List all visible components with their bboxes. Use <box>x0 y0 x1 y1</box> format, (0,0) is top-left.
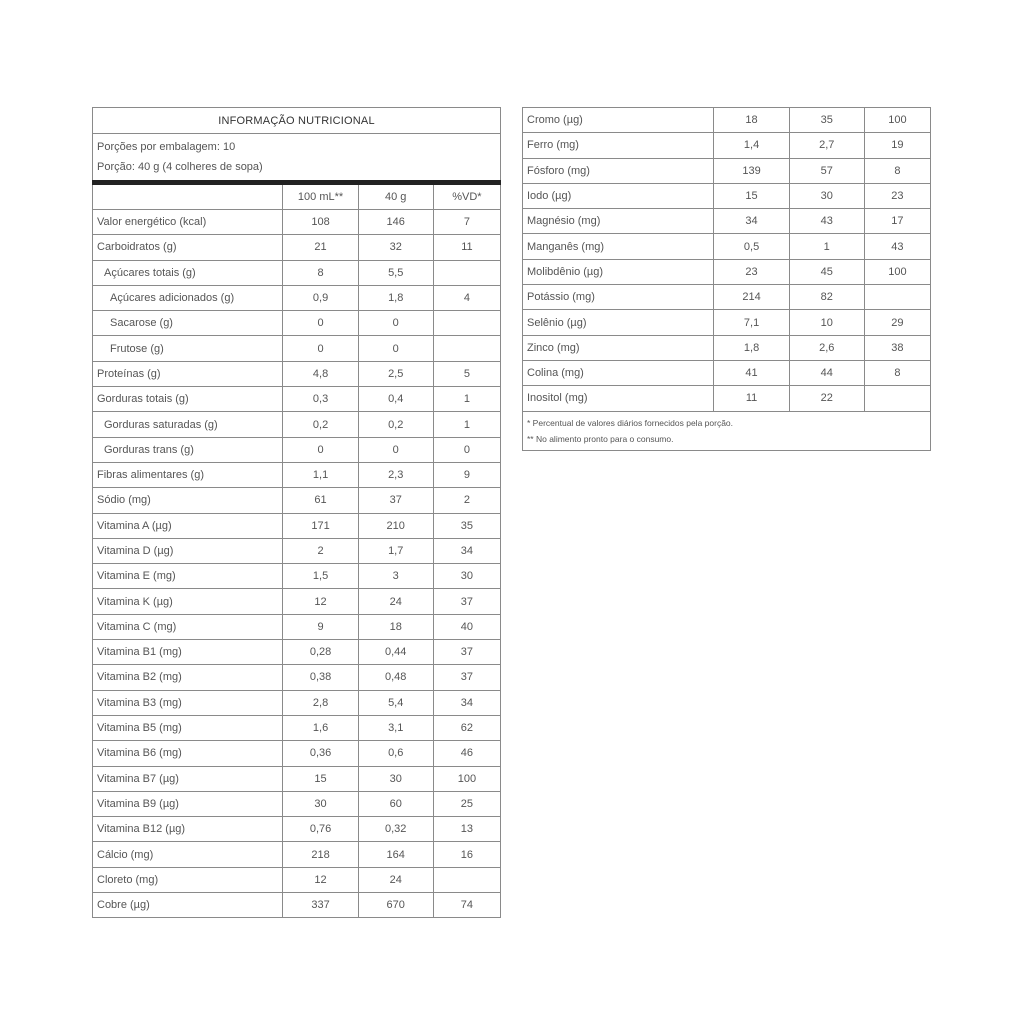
nutrient-name: Iodo (µg) <box>523 183 714 208</box>
nutrient-name: Vitamina B12 (µg) <box>93 817 283 842</box>
value-100ml: 11 <box>714 386 789 411</box>
value-vd: 19 <box>864 133 930 158</box>
nutrient-name: Vitamina B6 (mg) <box>93 741 283 766</box>
value-100ml: 108 <box>283 210 358 235</box>
value-vd: 1 <box>433 387 500 412</box>
value-40g: 2,3 <box>358 462 433 487</box>
value-100ml: 4,8 <box>283 361 358 386</box>
value-40g: 2,5 <box>358 361 433 386</box>
nutrient-name: Açúcares adicionados (g) <box>93 285 283 310</box>
table-row <box>523 209 931 234</box>
value-vd: 0 <box>433 437 500 462</box>
value-vd: 4 <box>433 285 500 310</box>
table-row <box>93 564 501 589</box>
value-vd: 9 <box>433 462 500 487</box>
nutrient-name: Gorduras totais (g) <box>93 387 283 412</box>
value-100ml: 23 <box>714 259 789 284</box>
value-40g: 5,4 <box>358 690 433 715</box>
nutrient-name: Vitamina B5 (mg) <box>93 715 283 740</box>
table-row <box>93 235 501 260</box>
value-40g: 1 <box>789 234 864 259</box>
value-40g: 0,6 <box>358 741 433 766</box>
value-vd <box>433 867 500 892</box>
table-row <box>93 361 501 386</box>
value-100ml: 0 <box>283 311 358 336</box>
value-vd: 100 <box>433 766 500 791</box>
value-100ml: 0,38 <box>283 665 358 690</box>
nutrient-name: Magnésio (mg) <box>523 209 714 234</box>
value-vd: 38 <box>864 335 930 360</box>
value-40g: 3,1 <box>358 715 433 740</box>
servings-per-package: Porções por embalagem: 10 <box>97 141 236 153</box>
value-40g: 0,4 <box>358 387 433 412</box>
header-vd: %VD* <box>433 183 500 210</box>
value-vd: 37 <box>433 665 500 690</box>
table-row <box>523 259 931 284</box>
value-100ml: 0,2 <box>283 412 358 437</box>
value-40g: 10 <box>789 310 864 335</box>
value-100ml: 1,1 <box>283 462 358 487</box>
nutrient-name: Cálcio (mg) <box>93 842 283 867</box>
value-vd: 8 <box>864 360 930 385</box>
value-40g: 2,7 <box>789 133 864 158</box>
value-100ml: 8 <box>283 260 358 285</box>
value-100ml: 30 <box>283 791 358 816</box>
nutrient-name: Vitamina B2 (mg) <box>93 665 283 690</box>
table-row <box>93 640 501 665</box>
value-40g: 670 <box>358 893 433 918</box>
nutrient-name: Zinco (mg) <box>523 335 714 360</box>
value-40g: 32 <box>358 235 433 260</box>
value-40g: 24 <box>358 867 433 892</box>
value-40g: 146 <box>358 210 433 235</box>
value-vd: 34 <box>433 538 500 563</box>
value-vd: 16 <box>433 842 500 867</box>
value-vd: 74 <box>433 893 500 918</box>
value-100ml: 0,9 <box>283 285 358 310</box>
value-vd: 7 <box>433 210 500 235</box>
value-vd <box>864 285 930 310</box>
nutrient-name: Vitamina D (µg) <box>93 538 283 563</box>
value-vd: 100 <box>864 108 930 133</box>
nutrient-name: Selênio (µg) <box>523 310 714 335</box>
value-100ml: 18 <box>714 108 789 133</box>
value-100ml: 21 <box>283 235 358 260</box>
nutrient-name: Gorduras trans (g) <box>93 437 283 462</box>
nutrient-name: Vitamina K (µg) <box>93 589 283 614</box>
footnote-vd: * Percentual de valores diários fornecidos pela porção. <box>527 417 734 428</box>
table-row <box>93 538 501 563</box>
nutrient-name: Fósforo (mg) <box>523 158 714 183</box>
value-40g: 0,48 <box>358 665 433 690</box>
value-100ml: 1,5 <box>283 564 358 589</box>
nutrient-name: Sódio (mg) <box>93 488 283 513</box>
value-40g: 164 <box>358 842 433 867</box>
value-100ml: 337 <box>283 893 358 918</box>
nutrition-table-right <box>522 107 931 451</box>
table-row <box>523 335 931 360</box>
table-row <box>93 412 501 437</box>
nutrient-name: Cloreto (mg) <box>93 867 283 892</box>
nutrient-name: Molibdênio (µg) <box>523 259 714 284</box>
value-40g: 44 <box>789 360 864 385</box>
nutrient-name: Vitamina B3 (mg) <box>93 690 283 715</box>
nutrient-name: Vitamina C (mg) <box>93 614 283 639</box>
value-40g: 43 <box>789 209 864 234</box>
serving-info <box>93 134 501 183</box>
table-row <box>93 614 501 639</box>
table-row <box>93 210 501 235</box>
nutrient-name: Vitamina B1 (mg) <box>93 640 283 665</box>
value-40g: 30 <box>789 183 864 208</box>
value-vd: 29 <box>864 310 930 335</box>
table-row <box>93 437 501 462</box>
value-40g: 18 <box>358 614 433 639</box>
value-vd: 2 <box>433 488 500 513</box>
nutrient-name: Ferro (mg) <box>523 133 714 158</box>
header-100ml: 100 mL** <box>283 183 358 210</box>
nutrient-name: Inositol (mg) <box>523 386 714 411</box>
value-100ml: 61 <box>283 488 358 513</box>
value-vd: 23 <box>864 183 930 208</box>
value-vd: 43 <box>864 234 930 259</box>
value-vd: 35 <box>433 513 500 538</box>
value-100ml: 12 <box>283 589 358 614</box>
value-100ml: 0,28 <box>283 640 358 665</box>
nutrient-name: Carboidratos (g) <box>93 235 283 260</box>
nutrient-name: Cobre (µg) <box>93 893 283 918</box>
value-100ml: 139 <box>714 158 789 183</box>
nutrient-name: Vitamina E (mg) <box>93 564 283 589</box>
nutrient-name: Cromo (µg) <box>523 108 714 133</box>
nutrient-name: Proteínas (g) <box>93 361 283 386</box>
value-40g: 0,32 <box>358 817 433 842</box>
value-vd: 40 <box>433 614 500 639</box>
table-row <box>523 310 931 335</box>
value-100ml: 171 <box>283 513 358 538</box>
value-vd <box>433 311 500 336</box>
value-100ml: 214 <box>714 285 789 310</box>
value-100ml: 218 <box>283 842 358 867</box>
value-40g: 0 <box>358 336 433 361</box>
value-40g: 82 <box>789 285 864 310</box>
value-100ml: 0 <box>283 437 358 462</box>
value-100ml: 0,5 <box>714 234 789 259</box>
value-vd <box>433 336 500 361</box>
nutrient-name: Valor energético (kcal) <box>93 210 283 235</box>
table-row <box>93 311 501 336</box>
value-vd: 13 <box>433 817 500 842</box>
value-40g: 1,8 <box>358 285 433 310</box>
value-vd: 25 <box>433 791 500 816</box>
table-row <box>93 766 501 791</box>
value-vd: 17 <box>864 209 930 234</box>
value-vd: 1 <box>433 412 500 437</box>
table-row <box>93 260 501 285</box>
table-row <box>523 234 931 259</box>
value-vd: 46 <box>433 741 500 766</box>
value-40g: 5,5 <box>358 260 433 285</box>
value-40g: 0 <box>358 311 433 336</box>
table-row <box>523 285 931 310</box>
table-row <box>93 817 501 842</box>
table-row <box>93 387 501 412</box>
value-40g: 2,6 <box>789 335 864 360</box>
value-40g: 45 <box>789 259 864 284</box>
value-100ml: 1,6 <box>283 715 358 740</box>
nutrient-name: Vitamina B7 (µg) <box>93 766 283 791</box>
table-row <box>93 791 501 816</box>
nutrient-name: Potássio (mg) <box>523 285 714 310</box>
table-row <box>523 133 931 158</box>
table-row <box>523 108 931 133</box>
value-40g: 0 <box>358 437 433 462</box>
value-vd: 100 <box>864 259 930 284</box>
table-title: INFORMAÇÃO NUTRICIONAL <box>93 108 501 134</box>
value-100ml: 0,3 <box>283 387 358 412</box>
value-100ml: 41 <box>714 360 789 385</box>
value-100ml: 0,36 <box>283 741 358 766</box>
serving-size: Porção: 40 g (4 colheres de sopa) <box>97 161 263 173</box>
value-vd: 37 <box>433 640 500 665</box>
value-vd: 37 <box>433 589 500 614</box>
table-row <box>523 158 931 183</box>
table-row <box>93 842 501 867</box>
table-row <box>93 513 501 538</box>
value-100ml: 2 <box>283 538 358 563</box>
value-40g: 0,44 <box>358 640 433 665</box>
value-40g: 24 <box>358 589 433 614</box>
value-100ml: 15 <box>283 766 358 791</box>
nutrient-name: Açúcares totais (g) <box>93 260 283 285</box>
value-vd: 30 <box>433 564 500 589</box>
table-row <box>93 589 501 614</box>
nutrient-name: Manganês (mg) <box>523 234 714 259</box>
table-row <box>523 360 931 385</box>
value-vd: 8 <box>864 158 930 183</box>
value-40g: 30 <box>358 766 433 791</box>
table-row <box>93 690 501 715</box>
table-row <box>93 336 501 361</box>
value-40g: 60 <box>358 791 433 816</box>
value-40g: 35 <box>789 108 864 133</box>
nutrient-name: Gorduras saturadas (g) <box>93 412 283 437</box>
nutrient-name: Vitamina A (µg) <box>93 513 283 538</box>
nutrient-name: Vitamina B9 (µg) <box>93 791 283 816</box>
nutrient-name: Frutose (g) <box>93 336 283 361</box>
header-40g: 40 g <box>358 183 433 210</box>
value-100ml: 15 <box>714 183 789 208</box>
nutrition-table-left <box>92 107 501 918</box>
value-100ml: 0 <box>283 336 358 361</box>
footnotes <box>523 411 931 450</box>
table-row <box>93 462 501 487</box>
table-row <box>93 665 501 690</box>
value-vd: 62 <box>433 715 500 740</box>
header-blank <box>93 183 283 210</box>
value-40g: 1,7 <box>358 538 433 563</box>
value-vd <box>433 260 500 285</box>
table-row <box>93 715 501 740</box>
table-row <box>93 867 501 892</box>
nutrient-name: Sacarose (g) <box>93 311 283 336</box>
value-vd <box>864 386 930 411</box>
value-100ml: 1,4 <box>714 133 789 158</box>
value-100ml: 0,76 <box>283 817 358 842</box>
value-vd: 5 <box>433 361 500 386</box>
value-40g: 37 <box>358 488 433 513</box>
value-100ml: 12 <box>283 867 358 892</box>
value-100ml: 1,8 <box>714 335 789 360</box>
table-row <box>523 183 931 208</box>
value-vd: 11 <box>433 235 500 260</box>
value-40g: 3 <box>358 564 433 589</box>
value-40g: 0,2 <box>358 412 433 437</box>
value-100ml: 7,1 <box>714 310 789 335</box>
table-row <box>93 741 501 766</box>
value-40g: 57 <box>789 158 864 183</box>
value-100ml: 34 <box>714 209 789 234</box>
table-row <box>93 488 501 513</box>
nutrient-name: Fibras alimentares (g) <box>93 462 283 487</box>
value-40g: 210 <box>358 513 433 538</box>
table-row <box>523 386 931 411</box>
value-40g: 22 <box>789 386 864 411</box>
nutrient-name: Colina (mg) <box>523 360 714 385</box>
value-100ml: 9 <box>283 614 358 639</box>
footnote-ready: ** No alimento pronto para o consumo. <box>527 433 674 444</box>
table-row <box>93 285 501 310</box>
value-vd: 34 <box>433 690 500 715</box>
table-row <box>93 893 501 918</box>
value-100ml: 2,8 <box>283 690 358 715</box>
